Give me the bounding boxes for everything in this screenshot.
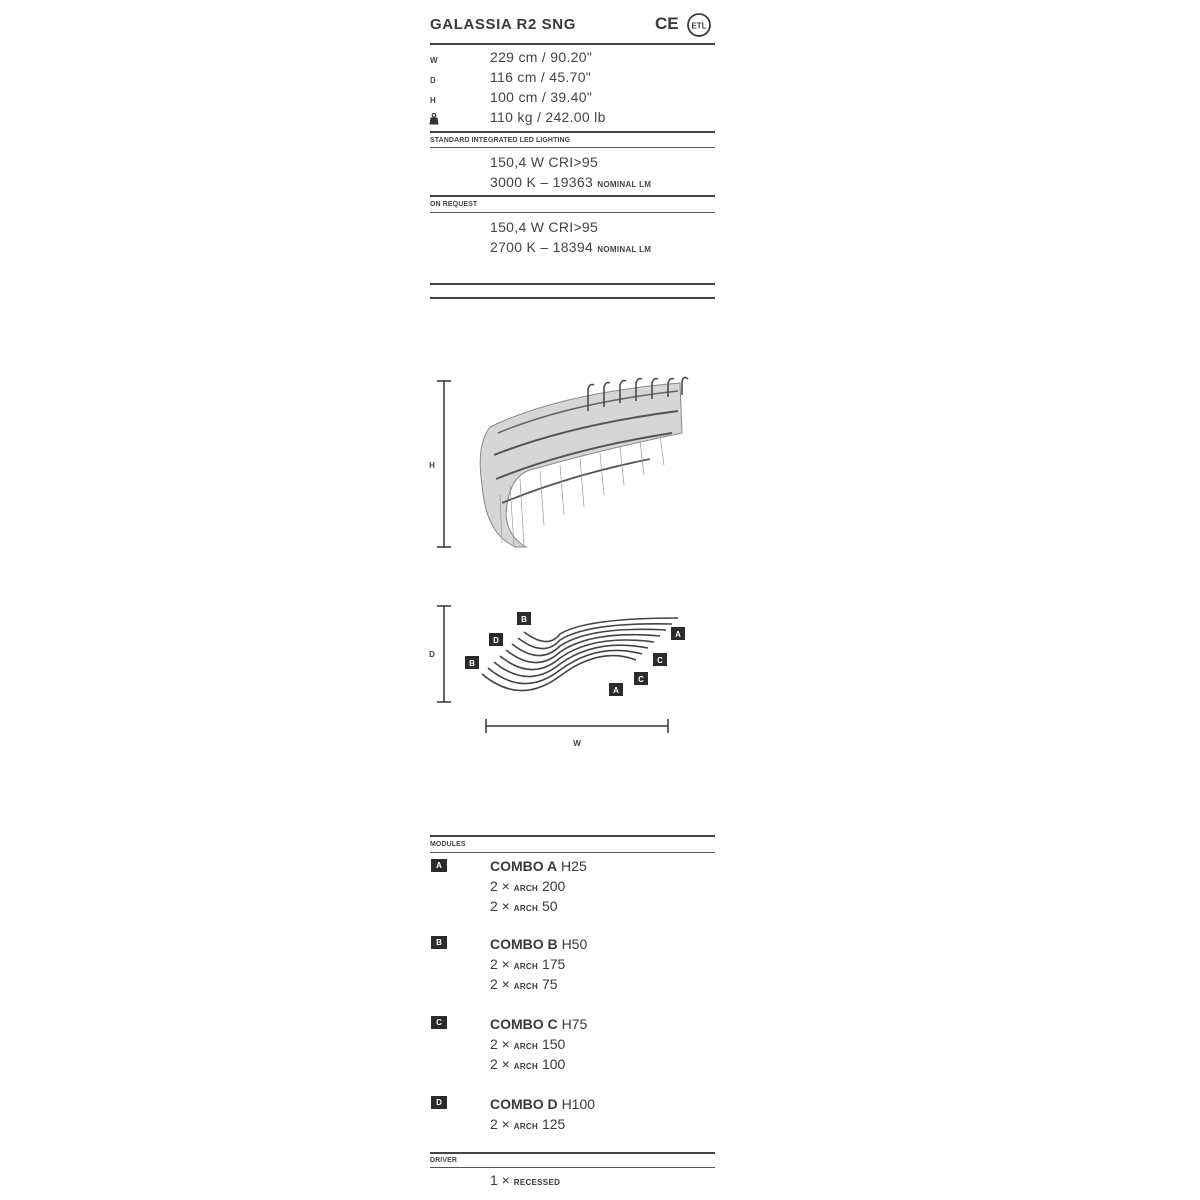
elevation-drawing bbox=[420, 375, 720, 555]
module-height: H50 bbox=[561, 936, 588, 952]
module-badge: D bbox=[431, 1096, 447, 1109]
etl-icon bbox=[686, 12, 712, 38]
divider bbox=[430, 1152, 715, 1154]
module-item bbox=[490, 1116, 565, 1132]
on-request-lumen-value: 2700 K – 18394 bbox=[490, 239, 594, 255]
module-item bbox=[490, 898, 558, 914]
item-size: 125 bbox=[541, 1116, 566, 1132]
item-unit: ARCH bbox=[513, 1062, 539, 1071]
module-name: COMBO C bbox=[490, 1016, 558, 1032]
item-qty: 2 × bbox=[490, 976, 510, 992]
item-unit: ARCH bbox=[513, 982, 539, 991]
plan-badge: B bbox=[469, 659, 475, 668]
module-item bbox=[490, 1036, 565, 1052]
standard-heading: STANDARD INTEGRATED LED LIGHTING bbox=[430, 137, 571, 144]
dim-key-h: H bbox=[430, 96, 436, 105]
item-unit: ARCH bbox=[513, 904, 539, 913]
item-qty: 2 × bbox=[490, 878, 510, 894]
item-size: 150 bbox=[541, 1036, 566, 1052]
module-title bbox=[490, 1016, 587, 1032]
driver-value bbox=[490, 1172, 560, 1188]
module-height: H75 bbox=[561, 1016, 588, 1032]
item-unit: ARCH bbox=[513, 1122, 539, 1131]
plan-badge: A bbox=[613, 686, 619, 695]
module-height: H100 bbox=[561, 1096, 596, 1112]
item-unit: ARCH bbox=[513, 962, 539, 971]
driver-heading: DRIVER bbox=[430, 1157, 458, 1164]
module-title bbox=[490, 936, 587, 952]
divider bbox=[430, 212, 715, 213]
driver-qty: 1 × bbox=[490, 1172, 510, 1188]
modules-heading: MODULES bbox=[430, 841, 466, 848]
product-title: GALASSIA R2 SNG bbox=[430, 16, 576, 33]
divider bbox=[430, 297, 715, 299]
standard-lumen bbox=[490, 174, 651, 190]
item-size: 100 bbox=[541, 1056, 566, 1072]
module-item bbox=[490, 878, 565, 894]
dim-h-value: 100 cm / 39.40" bbox=[490, 89, 593, 105]
plan-badge: D bbox=[493, 636, 499, 645]
on-request-power: 150,4 W CRI>95 bbox=[490, 219, 599, 235]
module-name: COMBO D bbox=[490, 1096, 558, 1112]
item-size: 50 bbox=[541, 898, 558, 914]
plan-badge: C bbox=[657, 656, 663, 665]
divider bbox=[430, 131, 715, 133]
divider bbox=[430, 43, 715, 45]
module-name: COMBO A bbox=[490, 858, 558, 874]
plan-arcs bbox=[482, 618, 678, 691]
divider bbox=[430, 852, 715, 853]
divider bbox=[430, 283, 715, 285]
on-request-heading: ON REQUEST bbox=[430, 201, 478, 208]
divider bbox=[430, 1167, 715, 1168]
etl-mark: ETL bbox=[691, 21, 707, 31]
divider bbox=[430, 147, 715, 148]
dim-key-d: D bbox=[430, 76, 436, 85]
module-item bbox=[490, 956, 565, 972]
divider bbox=[430, 835, 715, 837]
item-qty: 2 × bbox=[490, 1116, 510, 1132]
module-item bbox=[490, 976, 558, 992]
item-unit: ARCH bbox=[513, 884, 539, 893]
plan-badge: A bbox=[675, 630, 681, 639]
depth-label: D bbox=[429, 650, 435, 659]
dim-d-value: 116 cm / 45.70" bbox=[490, 69, 592, 85]
standard-lumen-unit: NOMINAL LM bbox=[597, 180, 652, 189]
chandelier-image bbox=[480, 377, 688, 547]
ce-mark: CE bbox=[655, 14, 679, 33]
plan-drawing bbox=[420, 598, 720, 758]
item-unit: ARCH bbox=[513, 1042, 539, 1051]
divider bbox=[430, 195, 715, 197]
item-qty: 2 × bbox=[490, 898, 510, 914]
module-badge: C bbox=[431, 1016, 447, 1029]
item-size: 75 bbox=[541, 976, 558, 992]
item-qty: 2 × bbox=[490, 956, 510, 972]
on-request-lumen bbox=[490, 239, 651, 255]
item-size: 175 bbox=[541, 956, 566, 972]
item-qty: 2 × bbox=[490, 1056, 510, 1072]
standard-power: 150,4 W CRI>95 bbox=[490, 154, 599, 170]
dim-key-w: W bbox=[430, 56, 438, 65]
module-item bbox=[490, 1056, 565, 1072]
dim-weight-value: 110 kg / 242.00 lb bbox=[490, 109, 606, 125]
module-badge: B bbox=[431, 936, 447, 949]
item-qty: 2 × bbox=[490, 1036, 510, 1052]
plan-badge: C bbox=[638, 675, 644, 684]
module-title bbox=[490, 858, 587, 874]
plan-badge: B bbox=[521, 615, 527, 624]
module-badge: A bbox=[431, 859, 447, 872]
module-name: COMBO B bbox=[490, 936, 558, 952]
width-label: W bbox=[573, 739, 581, 748]
height-label: H bbox=[429, 461, 435, 470]
dim-w-value: 229 cm / 90.20" bbox=[490, 49, 593, 65]
item-size: 200 bbox=[541, 878, 566, 894]
weight-icon bbox=[429, 112, 439, 124]
module-height: H25 bbox=[561, 858, 587, 874]
module-title bbox=[490, 1096, 595, 1112]
on-request-lumen-unit: NOMINAL LM bbox=[597, 245, 652, 254]
driver-type: RECESSED bbox=[513, 1178, 561, 1187]
standard-lumen-value: 3000 K – 19363 bbox=[490, 174, 594, 190]
